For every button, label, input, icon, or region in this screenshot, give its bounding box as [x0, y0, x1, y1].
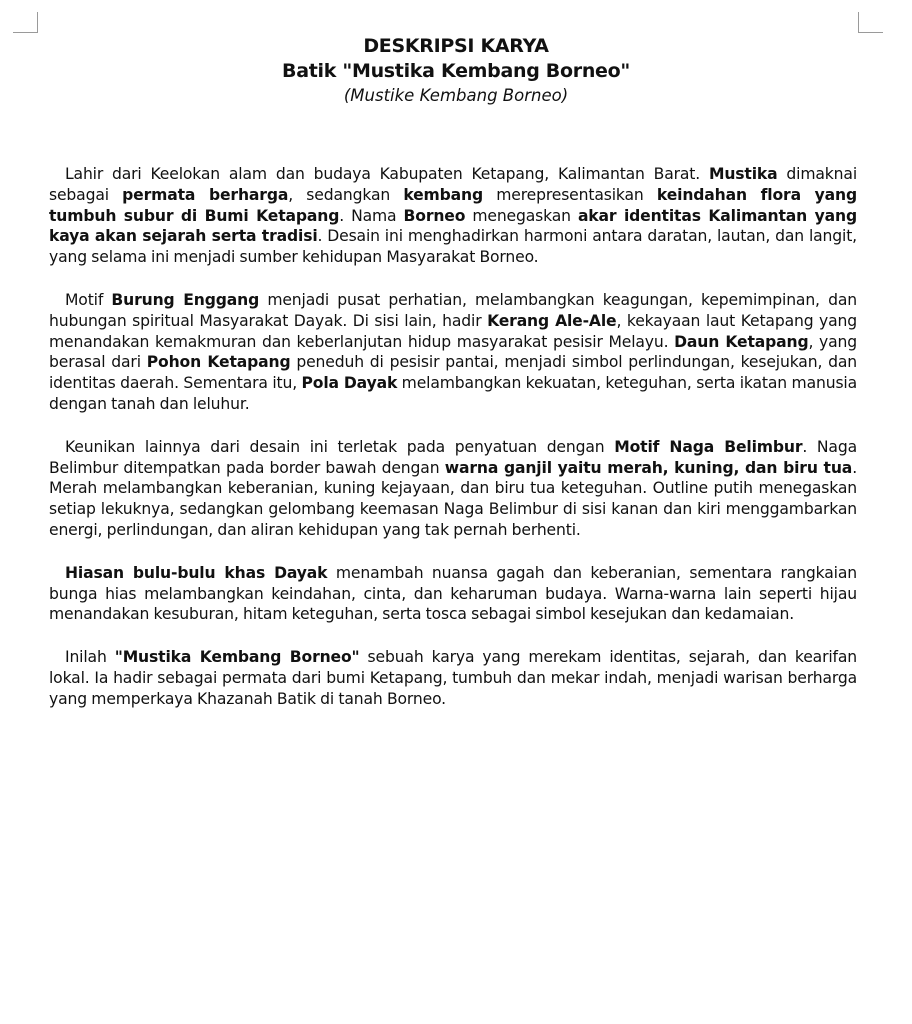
crop-mark-top-left	[13, 12, 38, 33]
paragraph-naga-belimbur	[49, 437, 857, 541]
crop-mark-top-right	[858, 12, 883, 33]
emphasized-text: Pohon Ketapang	[146, 353, 291, 372]
emphasized-text: Borneo	[403, 206, 466, 225]
artwork-alt-title: (Mustike Kembang Borneo)	[343, 86, 569, 105]
document-body	[49, 164, 857, 732]
body-text: . Naga Belimbur ditempatkan pada border bawah dengan	[49, 437, 857, 477]
body-text: Keunikan lainnya dari desain ini terletak pada penyatuan dengan	[65, 437, 615, 456]
document-header	[0, 34, 912, 107]
emphasized-text: warna ganjil yaitu merah, kuning, dan biru tua	[444, 458, 853, 477]
body-text: , yang berasal dari	[49, 332, 857, 372]
body-text: menjadi pusat perhatian, melambangkan keagungan, kepemimpinan, dan hubungan spiritual Masyarakat Dayak. Di sisi lain, hadir	[49, 290, 857, 330]
body-text: melambangkan kekuatan, keteguhan, serta ikatan manusia dengan tanah dan leluhur.	[49, 374, 858, 413]
body-text: menegaskan	[465, 206, 578, 225]
body-text: merepresentasikan	[483, 185, 657, 204]
emphasized-text: keindahan flora yang tumbuh subur di Bumi Ketapang	[49, 185, 858, 225]
emphasized-text: Burung Enggang	[111, 290, 260, 309]
emphasized-text: akar identitas Kalimantan yang kaya akan sejarah serta tradisi	[49, 206, 857, 246]
emphasized-text: permata berharga	[122, 185, 289, 204]
body-text: menambah nuansa gagah dan keberanian, sementara rangkaian bunga hias melambangkan keindahan, cinta, dan keharuman budaya. Warna-warna lain seperti hijau menandakan kesuburan, hitam keteguhan, serta tosca sebagai simbol kesejukan dan kedamaian.	[49, 563, 857, 624]
body-text: peneduh di pesisir pantai, menjadi simbol perlindungan, kesejukan, dan identitas daerah. Sementara itu,	[49, 353, 858, 393]
emphasized-text: kembang	[403, 185, 484, 204]
document-title: DESKRIPSI KARYA	[363, 35, 549, 57]
body-text: . Desain ini menghadirkan harmoni antara daratan, lautan, dan langit, yang selama ini menjadi sumber kehidupan Masyarakat Borneo.	[49, 227, 857, 267]
paragraph-motifs	[49, 290, 857, 415]
body-text: sebuah karya yang merekam identitas, sejarah, dan kearifan lokal. Ia hadir sebagai permata dari bumi Ketapang, tumbuh dan mekar indah, menjadi warisan berharga yang memperkaya Khazanah Batik di tanah Borneo.	[49, 648, 857, 708]
emphasized-text: "Mustika Kembang Borneo"	[114, 648, 360, 667]
body-text: . Nama	[339, 206, 404, 225]
body-text: , sedangkan	[288, 185, 404, 204]
paragraph-intro	[49, 164, 857, 268]
body-text: . Merah melambangkan keberanian, kuning kejayaan, dan biru tua keteguhan. Outline putih menegaskan setiap lekuknya, sedangkan gelombang keemasan Naga Belimbur di sisi kanan dan kiri menggambarkan energi, perlindungan, dan aliran kehidupan yang tak pernah berhenti.	[49, 458, 857, 539]
emphasized-text: Mustika	[708, 165, 778, 183]
body-text: Inilah	[65, 648, 115, 667]
emphasized-text: Pola Dayak	[301, 374, 398, 393]
emphasized-text: Hiasan bulu-bulu khas Dayak	[65, 563, 328, 582]
body-text: Lahir dari Keelokan alam dan budaya Kabupaten Ketapang, Kalimantan Barat.	[65, 165, 709, 183]
body-text: Motif	[65, 290, 112, 309]
emphasized-text: Motif Naga Belimbur	[614, 437, 803, 456]
body-text: dimaknai sebagai	[49, 165, 858, 204]
paragraph-conclusion	[49, 647, 857, 709]
paragraph-ornaments-colors	[49, 563, 857, 625]
emphasized-text: Daun Ketapang	[674, 332, 809, 351]
body-text: , kekayaan laut Ketapang yang menandakan kemakmuran dan keberlanjutan hidup masyarakat pesisir Melayu.	[49, 311, 857, 351]
emphasized-text: Kerang Ale-Ale	[487, 311, 617, 330]
artwork-title: Batik "Mustika Kembang Borneo"	[282, 60, 630, 82]
